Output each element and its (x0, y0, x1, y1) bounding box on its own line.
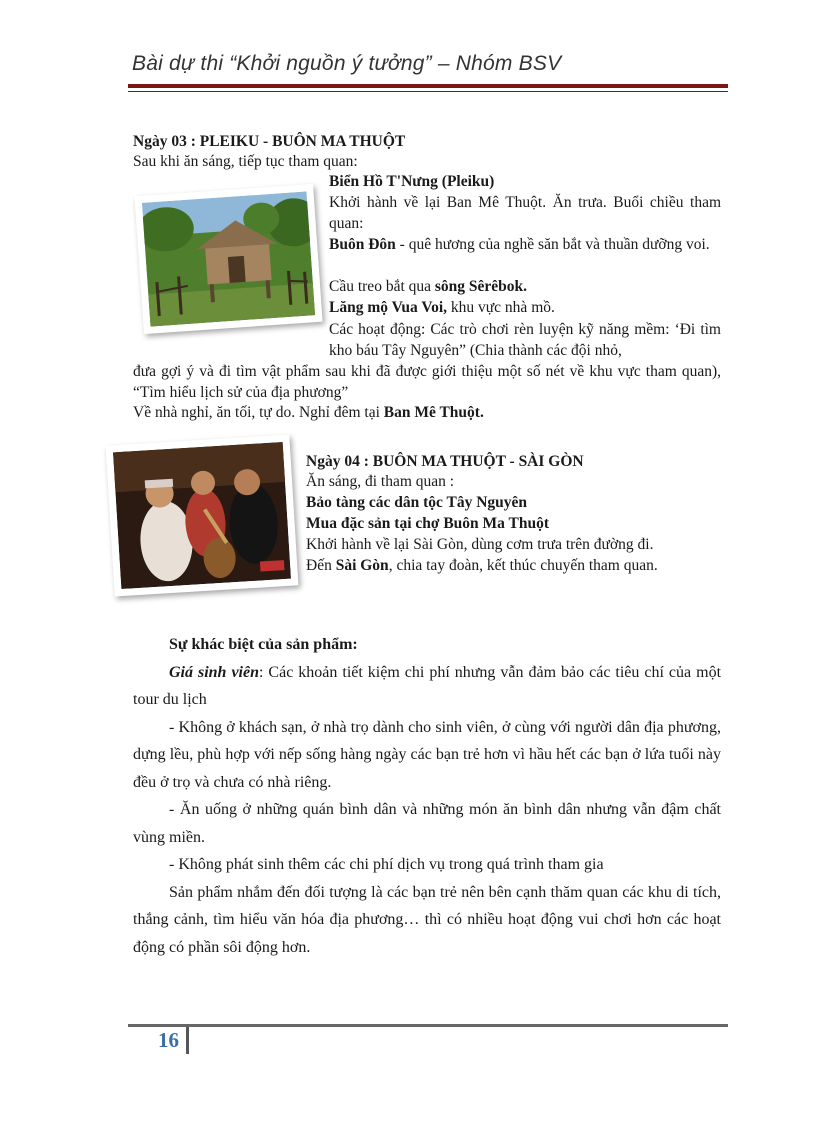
day4-intro: Ăn sáng, đi tham quan : (306, 473, 455, 490)
day4-place-market: Mua đặc sản tại chợ Buôn Ma Thuột (306, 515, 549, 532)
day3-activities-a: Các hoạt động: Các trò chơi rèn luyện kỹ năng mềm: ‘Đi tìm kho báu Tây Nguyên” (Chia thành các đội nhỏ, (329, 321, 721, 359)
buon-don-name: Buôn Đôn (329, 236, 396, 253)
bridge-text: Cầu treo bắt qua (329, 278, 435, 295)
day3-heading: Ngày 03 : PLEIKU - BUÔN MA THUỘT (133, 133, 406, 150)
price-label: Giá sinh viên (169, 663, 259, 681)
page-number: 16 (158, 1028, 179, 1052)
header-rule-thin (128, 91, 728, 92)
arrive-pre: Đến (306, 557, 336, 574)
tomb-name: Lăng mộ Vua Voi, (329, 299, 448, 316)
photo-ruou-can (106, 435, 299, 597)
tomb-desc: khu vực nhà mồ. (447, 299, 555, 316)
section-heading: Sự khác biệt của sản phẩm: (169, 636, 358, 653)
day3-place-buon-don (329, 234, 721, 255)
bridge-river: sông Sêrêbok. (434, 278, 528, 295)
day3-line-depart: Khởi hành về lại Ban Mê Thuột. Ăn trưa. Buổi chiều tham quan: (329, 194, 721, 232)
arrive-rest: , chia tay đoàn, kết thúc chuyến tham quan. (388, 557, 658, 574)
section-point-food: - Ăn uống ở những quán bình dân và những món ăn bình dân nhưng vẫn đậm chất vùng miền. (133, 801, 721, 846)
price-text: : Các khoản tiết kiệm chi phí nhưng vẫn đảm bảo các tiêu chí của một tour du lịch (133, 663, 722, 708)
photo-pleiku-hut (134, 184, 322, 334)
hut-landscape-image (142, 191, 315, 326)
day3-activities-b: đưa gợi ý và đi tìm vật phẩm sau khi đã được giới thiệu một số nét về khu vực tham quan), “Tìm hiểu lịch sử của địa phương” (133, 363, 721, 401)
day4-line-return: Khởi hành về lại Sài Gòn, dùng cơm trưa trên đường đi. (306, 536, 654, 553)
buon-don-desc: - quê hương của nghề săn bắt và thuần dưỡng voi. (395, 236, 710, 253)
day3-intro: Sau khi ăn sáng, tiếp tục tham quan: (133, 153, 358, 170)
header-rule (128, 84, 728, 88)
day3-evening (133, 403, 484, 423)
section-point-costs: - Không phát sinh thêm các chi phí dịch vụ trong quá trình tham gia (169, 856, 604, 873)
day3-place-bien-ho: Biển Hồ T'Nưng (Pleiku) (329, 173, 495, 190)
day4-place-museum: Bảo tàng các dân tộc Tây Nguyên (306, 494, 528, 511)
section-product-difference (133, 631, 721, 961)
day3-bridge (329, 277, 527, 297)
day4-heading: Ngày 04 : BUÔN MA THUỘT - SÀI GÒN (306, 453, 584, 470)
section-closing: Sản phẩm nhắm đến đối tượng là các bạn trẻ nên bên cạnh thăm quan các khu di tích, thắng cảnh, tìm hiểu văn hóa địa phương… thì có nhiều hoạt động vui chơi hơn các hoạt động có phần sôi động hơn. (133, 883, 721, 956)
page-number-divider (186, 1027, 189, 1054)
section-price-paragraph (133, 659, 721, 714)
people-drinking-image (113, 442, 291, 589)
day4-line-arrive (306, 556, 658, 576)
section-point-accommodation: - Không ở khách sạn, ở nhà trọ dành cho sinh viên, ở cùng với người dân địa phương, dựng lều, phù hợp với nếp sống hàng ngày các bạn trẻ hơn vì hầu hết các bạn ở lứa tuổi này đều ở trọ và chưa có nhà riêng. (133, 718, 721, 791)
document-header-title: Bài dự thi “Khởi nguồn ý tưởng” – Nhóm BSV (132, 52, 562, 75)
evening-text: Về nhà nghỉ, ăn tối, tự do. Nghỉ đêm tại (133, 404, 384, 421)
footer-rule (128, 1024, 728, 1027)
day3-tomb (329, 298, 555, 318)
evening-place: Ban Mê Thuột. (383, 404, 484, 421)
arrive-city: Sài Gòn (335, 557, 389, 574)
